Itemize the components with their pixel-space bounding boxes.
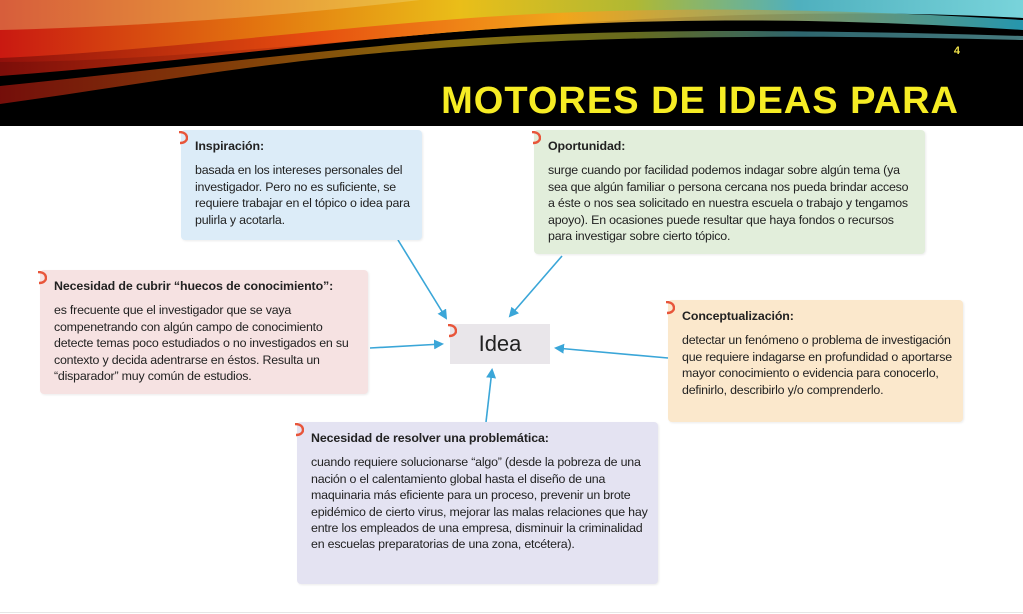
arrow-huecos (370, 344, 442, 348)
node-body: cuando requiere solucionarse “algo” (desde la pobreza de una nación o el calentamiento global hasta el diseño de una maquinaria más eficiente para un proceso, prevenir un brote epidémico de cierto virus, mejorar las malas relaciones que hay entre los empleados de una empresa, disminuir la criminalidad en escuelas preparatorias de una zona, etcétera). (311, 455, 648, 552)
bullet-marker-icon (665, 301, 675, 315)
node-heading: Inspiración: (195, 139, 265, 153)
node-oportunidad (534, 130, 925, 254)
node-conceptualizacion (668, 300, 963, 422)
slide-title: MOTORES DE IDEAS PARA (441, 80, 959, 122)
bullet-marker-icon (447, 324, 457, 338)
node-heading: Oportunidad: (548, 139, 626, 153)
node-huecos-conocimiento (40, 270, 368, 394)
slide-number: 4 (953, 45, 960, 57)
central-idea-node (450, 324, 550, 364)
central-idea-label: Idea (478, 331, 522, 356)
title-banner (0, 0, 1023, 126)
node-body: surge cuando por facilidad podemos indagar sobre algún tema (ya sea que algún familiar o persona cercana nos pueda brindar acceso a éste o nos sea solicitado en nuestra escuela o trabajo y tengamos apoyo). En ocasiones puede resultar que haya fondos o recursos para investigar sobre cierto tópico. (548, 163, 909, 244)
node-heading: Necesidad de resolver una problemática: (311, 431, 549, 445)
node-inspiracion (181, 130, 422, 240)
bullet-marker-icon (531, 131, 541, 145)
idea-motors-diagram (0, 126, 1023, 614)
arrow-inspiracion (398, 240, 446, 318)
bullet-marker-icon (178, 131, 188, 145)
node-body: es frecuente que el investigador que se vaya compenetrando con algún campo de conocimiento detecte temas poco estudiados o no investigados en su contexto y decida adentrarse en éstos. Resulta un “disparador” muy común de estudios. (54, 303, 349, 384)
node-body: detectar un fenómeno o problema de investigación que requiere indagarse en profundidad o aportarse mayor conocimiento o evidencia para conocerlo, definirlo, describirlo y/o comprenderlo. (682, 333, 952, 397)
bullet-marker-icon (37, 271, 47, 285)
node-body: basada en los intereses personales del investigador. Pero no es suficiente, se requiere trabajar en el tópico o idea para pulirla y acotarla. (195, 163, 410, 227)
bullet-marker-icon (294, 423, 304, 437)
node-problematica (297, 422, 658, 584)
node-heading: Conceptualización: (682, 309, 794, 323)
arrow-oportunidad (510, 256, 562, 316)
node-heading: Necesidad de cubrir “huecos de conocimiento”: (54, 279, 334, 293)
arrow-problematica (486, 370, 492, 422)
slide-bottom-rule (0, 612, 1023, 613)
arrow-conceptualizacion (556, 348, 668, 358)
